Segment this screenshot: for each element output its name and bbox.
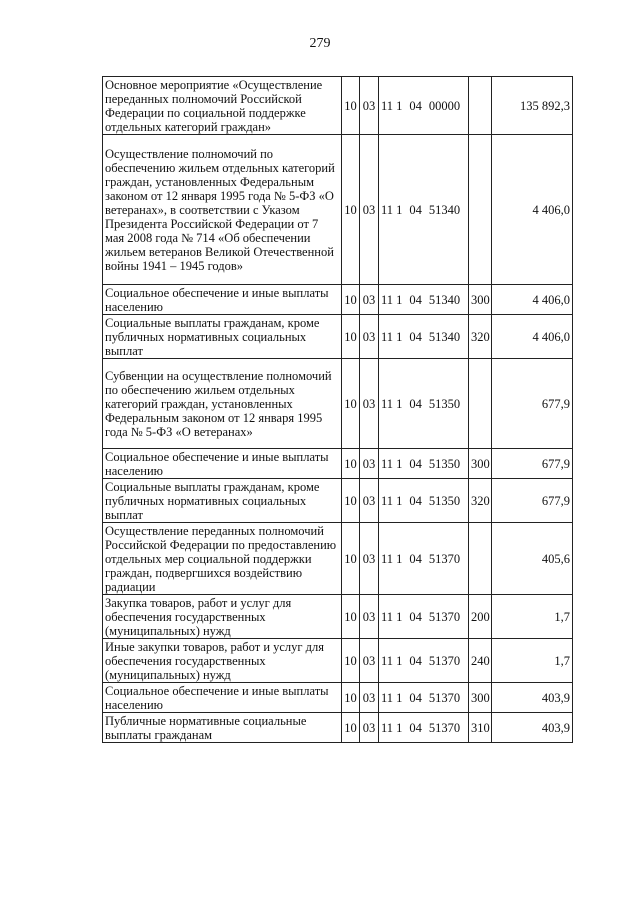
amount: 677,9 [492, 479, 573, 523]
table-row [103, 639, 573, 683]
expense-type-code: 300 [469, 449, 492, 479]
expense-type-code: 320 [469, 315, 492, 359]
expense-name: Закупка товаров, работ и услуг для обеспечения государственных (муниципальных) нужд [103, 595, 342, 639]
section-code: 10 [342, 315, 360, 359]
section-code: 10 [342, 639, 360, 683]
section-code: 10 [342, 449, 360, 479]
amount: 135 892,3 [492, 77, 573, 135]
table-row [103, 135, 573, 285]
section-code: 10 [342, 523, 360, 595]
target-article-code: 11 1 04 51340 [379, 135, 469, 285]
section-code: 10 [342, 683, 360, 713]
subsection-code: 03 [360, 713, 379, 743]
expense-type-code: 240 [469, 639, 492, 683]
section-code: 10 [342, 77, 360, 135]
amount: 677,9 [492, 449, 573, 479]
table-row [103, 713, 573, 743]
expense-name: Социальные выплаты гражданам, кроме публичных нормативных социальных выплат [103, 315, 342, 359]
subsection-code: 03 [360, 135, 379, 285]
expense-type-code: 200 [469, 595, 492, 639]
expense-name: Основное мероприятие «Осуществление переданных полномочий Российской Федерации по социальной поддержке отдельных категорий граждан» [103, 77, 342, 135]
table-row [103, 359, 573, 449]
page-number: 279 [309, 36, 331, 51]
expense-type-code: 310 [469, 713, 492, 743]
target-article-code: 11 1 04 51350 [379, 359, 469, 449]
expense-name: Осуществление полномочий по обеспечению жильем отдельных категорий граждан, установленных Федеральным законом от 12 января 1995 года № 5-ФЗ «О ветеранах», в соответствии с Указом Президента Российской Федерации от 7 мая 2008 года № 714 «Об обеспечении жильем ветеранов Великой Отечественной войны 1941 – 1945 годов» [103, 135, 342, 285]
budget-table [102, 76, 573, 743]
expense-type-code [469, 523, 492, 595]
section-code: 10 [342, 713, 360, 743]
subsection-code: 03 [360, 449, 379, 479]
amount: 677,9 [492, 359, 573, 449]
expense-type-code: 320 [469, 479, 492, 523]
expense-type-code: 300 [469, 285, 492, 315]
subsection-code: 03 [360, 479, 379, 523]
expense-name: Осуществление переданных полномочий Российской Федерации по предоставлению отдельных мер социальной поддержки граждан, подвергшихся воздействию радиации [103, 523, 342, 595]
section-code: 10 [342, 135, 360, 285]
expense-name: Социальное обеспечение и иные выплаты населению [103, 285, 342, 315]
amount: 1,7 [492, 639, 573, 683]
subsection-code: 03 [360, 285, 379, 315]
expense-name: Социальное обеспечение и иные выплаты населению [103, 449, 342, 479]
section-code: 10 [342, 285, 360, 315]
subsection-code: 03 [360, 639, 379, 683]
amount: 4 406,0 [492, 315, 573, 359]
target-article-code: 11 1 04 00000 [379, 77, 469, 135]
amount: 4 406,0 [492, 285, 573, 315]
target-article-code: 11 1 04 51370 [379, 595, 469, 639]
table-row [103, 683, 573, 713]
table-row [103, 595, 573, 639]
expense-type-code [469, 135, 492, 285]
section-code: 10 [342, 595, 360, 639]
subsection-code: 03 [360, 315, 379, 359]
expense-name: Социальные выплаты гражданам, кроме публичных нормативных социальных выплат [103, 479, 342, 523]
expense-type-code: 300 [469, 683, 492, 713]
expense-name: Субвенции на осуществление полномочий по обеспечению жильем отдельных категорий граждан, установленных Федеральным законом от 12 января 1995 года № 5-ФЗ «О ветеранах» [103, 359, 342, 449]
subsection-code: 03 [360, 523, 379, 595]
expense-name: Публичные нормативные социальные выплаты гражданам [103, 713, 342, 743]
amount: 403,9 [492, 683, 573, 713]
section-code: 10 [342, 479, 360, 523]
expense-type-code [469, 77, 492, 135]
amount: 1,7 [492, 595, 573, 639]
expense-type-code [469, 359, 492, 449]
expense-name: Иные закупки товаров, работ и услуг для обеспечения государственных (муниципальных) нужд [103, 639, 342, 683]
target-article-code: 11 1 04 51370 [379, 683, 469, 713]
amount: 4 406,0 [492, 135, 573, 285]
table-row [103, 523, 573, 595]
table-row [103, 77, 573, 135]
subsection-code: 03 [360, 359, 379, 449]
target-article-code: 11 1 04 51370 [379, 639, 469, 683]
table-row [103, 449, 573, 479]
target-article-code: 11 1 04 51340 [379, 285, 469, 315]
subsection-code: 03 [360, 77, 379, 135]
expense-name: Социальное обеспечение и иные выплаты населению [103, 683, 342, 713]
table-row [103, 479, 573, 523]
table-row [103, 285, 573, 315]
section-code: 10 [342, 359, 360, 449]
amount: 405,6 [492, 523, 573, 595]
target-article-code: 11 1 04 51350 [379, 479, 469, 523]
subsection-code: 03 [360, 683, 379, 713]
target-article-code: 11 1 04 51370 [379, 713, 469, 743]
subsection-code: 03 [360, 595, 379, 639]
table-row [103, 315, 573, 359]
target-article-code: 11 1 04 51370 [379, 523, 469, 595]
amount: 403,9 [492, 713, 573, 743]
target-article-code: 11 1 04 51340 [379, 315, 469, 359]
target-article-code: 11 1 04 51350 [379, 449, 469, 479]
